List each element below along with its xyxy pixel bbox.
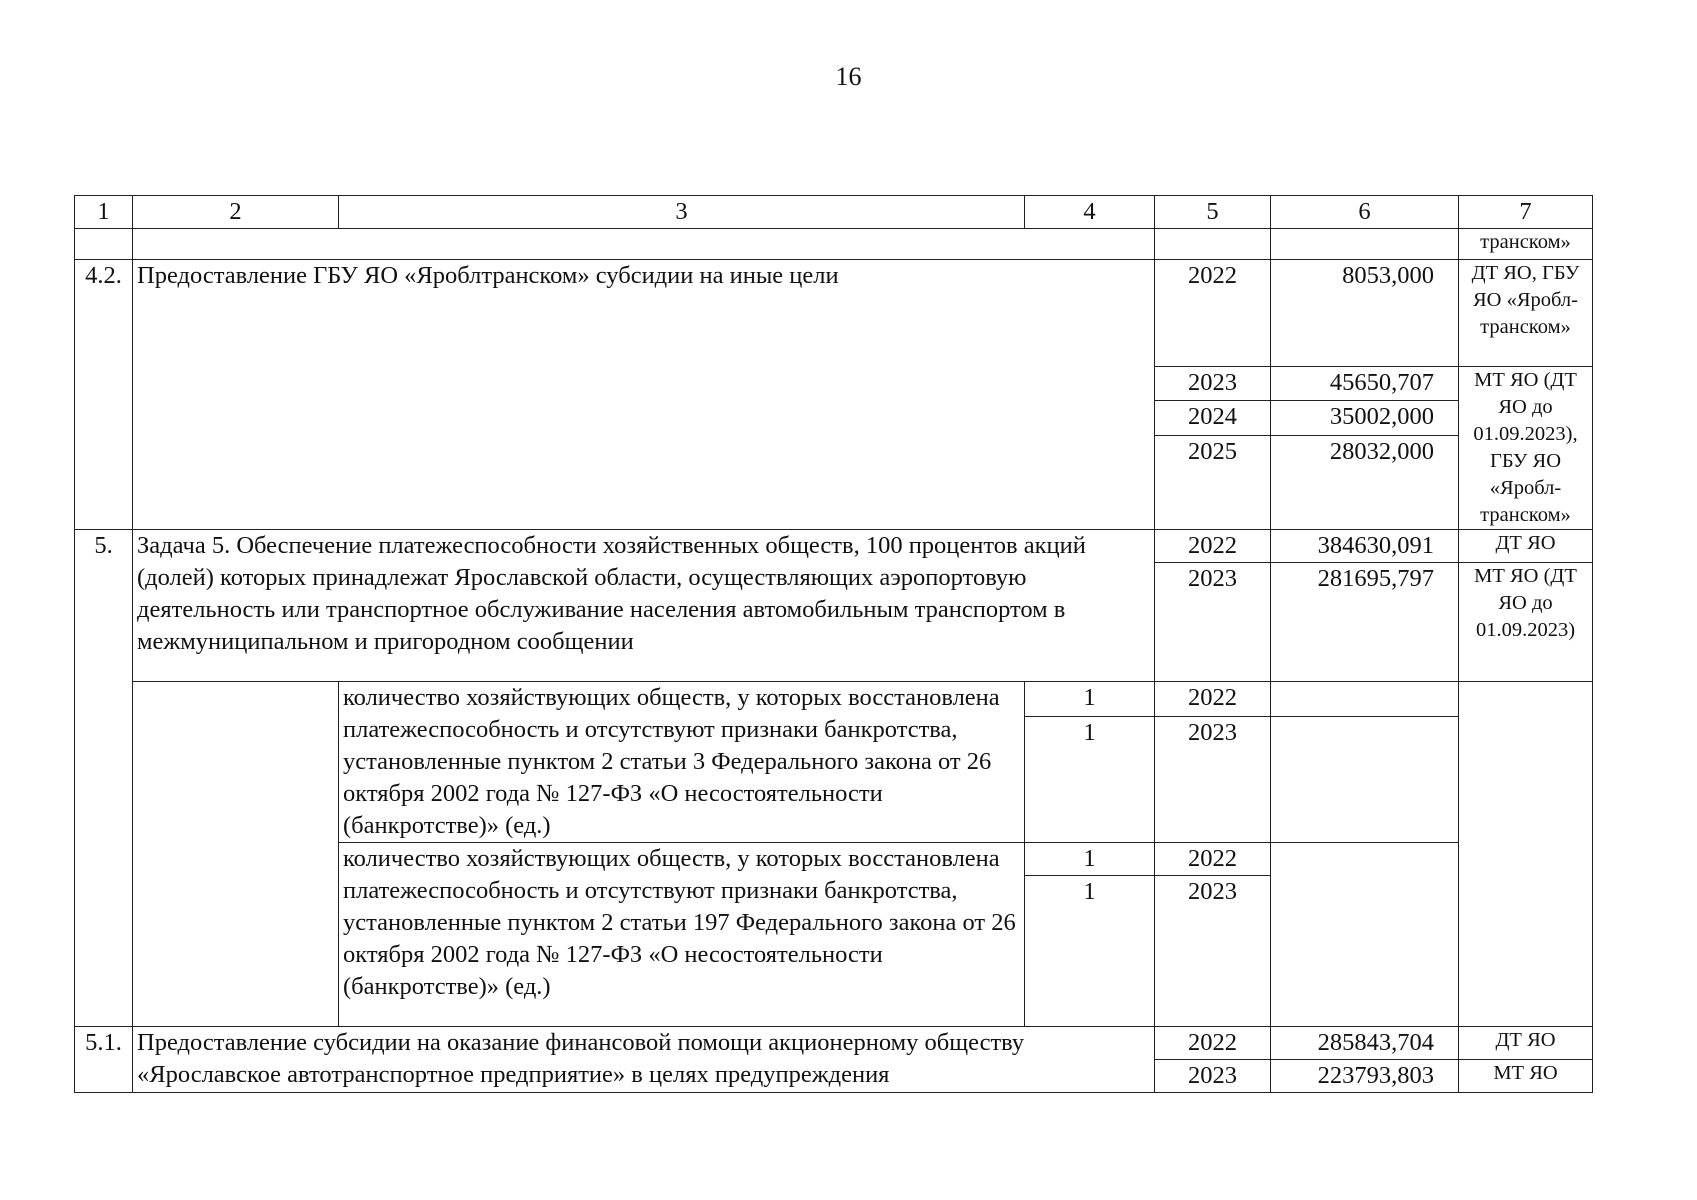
year-cell: 2023 xyxy=(1155,563,1271,682)
amount-cell: 28032,000 xyxy=(1271,435,1459,530)
col-header-1: 1 xyxy=(75,196,133,229)
year-cell: 2022 xyxy=(1155,530,1271,563)
amount-cell: 45650,707 xyxy=(1271,367,1459,401)
cont-cell-1 xyxy=(75,229,133,260)
indicator-value: 1 xyxy=(1025,716,1155,842)
amount-cell: 281695,797 xyxy=(1271,563,1459,682)
table-row xyxy=(75,1027,1593,1060)
indicator-value: 1 xyxy=(1025,682,1155,717)
year-cell: 2023 xyxy=(1155,716,1271,842)
col-header-3: 3 xyxy=(339,196,1025,229)
col-header-2: 2 xyxy=(133,196,339,229)
indicator-text: количество хозяйствующих обществ, у которых восстановлена платежеспособность и отсутствуют признаки банкротства, установленные пунктом 2 статьи 197 Федерального закона от 26 октября 2002 года № 127-ФЗ «О несостоятельности (банкротстве)» (ед.) xyxy=(339,843,1025,1027)
table-row xyxy=(75,530,1593,563)
cont-executor: транском» xyxy=(1459,229,1593,260)
year-cell: 2023 xyxy=(1155,1060,1271,1093)
program-table xyxy=(74,195,1593,1093)
amount-cell: 285843,704 xyxy=(1271,1027,1459,1060)
year-cell: 2022 xyxy=(1155,682,1271,717)
row-description: Предоставление ГБУ ЯО «Яроблтранском» субсидии на иные цели xyxy=(133,260,1155,530)
amount-cell: 35002,000 xyxy=(1271,401,1459,435)
year-cell: 2022 xyxy=(1155,260,1271,367)
row-description: Задача 5. Обеспечение платежеспособности хозяйственных обществ, 100 процентов акций (долей) которых принадлежат Ярославской области, осуществляющих аэропортовую деятельность или транспортное обслуживание населения автомобильным транспортом в межмуниципальном и пригородном сообщении xyxy=(133,530,1155,682)
cont-cell-2 xyxy=(133,229,1155,260)
amount-cell-empty xyxy=(1271,682,1459,717)
cont-cell-6 xyxy=(1271,229,1459,260)
row-number: 4.2. xyxy=(75,260,133,530)
year-cell: 2024 xyxy=(1155,401,1271,435)
year-cell: 2023 xyxy=(1155,367,1271,401)
header-row xyxy=(75,196,1593,229)
executor-cell: ДТ ЯО xyxy=(1459,1027,1593,1060)
year-cell: 2022 xyxy=(1155,843,1271,876)
executor-cell: МТ ЯО xyxy=(1459,1060,1593,1093)
executor-cell: МТ ЯО (ДТ ЯО до 01.09.2023) xyxy=(1459,563,1593,682)
row-description: Предоставление субсидии на оказание финансовой помощи акционерному обществу «Ярославское автотранспортное предприятие» в целях предупреждения xyxy=(133,1027,1155,1093)
year-cell: 2022 xyxy=(1155,1027,1271,1060)
cont-cell-5 xyxy=(1155,229,1271,260)
row-number: 5.1. xyxy=(75,1027,133,1093)
indicator-value: 1 xyxy=(1025,843,1155,876)
col-header-5: 5 xyxy=(1155,196,1271,229)
amount-cell-empty xyxy=(1271,843,1459,1027)
executor-cell: МТ ЯО (ДТ ЯО до 01.09.2023), ГБУ ЯО «Яробл-транском» xyxy=(1459,367,1593,530)
year-cell: 2025 xyxy=(1155,435,1271,530)
amount-cell: 8053,000 xyxy=(1271,260,1459,367)
col-header-6: 6 xyxy=(1271,196,1459,229)
indicator-row xyxy=(75,682,1593,717)
indicator-blank xyxy=(133,682,339,1027)
year-cell: 2023 xyxy=(1155,876,1271,1027)
page-number: 16 xyxy=(835,62,862,91)
amount-cell-empty xyxy=(1271,716,1459,842)
indicator-value: 1 xyxy=(1025,876,1155,1027)
executor-cell-empty xyxy=(1459,682,1593,1027)
col-header-4: 4 xyxy=(1025,196,1155,229)
executor-cell: ДТ ЯО xyxy=(1459,530,1593,563)
table-row xyxy=(75,260,1593,367)
continuation-row xyxy=(75,229,1593,260)
row-number: 5. xyxy=(75,530,133,1027)
col-header-7: 7 xyxy=(1459,196,1593,229)
indicator-text: количество хозяйствующих обществ, у которых восстановлена платежеспособность и отсутствуют признаки банкротства, установленные пунктом 2 статьи 3 Федерального закона от 26 октября 2002 года № 127-ФЗ «О несостоятельности (банкротстве)» (ед.) xyxy=(339,682,1025,843)
amount-cell: 384630,091 xyxy=(1271,530,1459,563)
executor-cell: ДТ ЯО, ГБУ ЯО «Яробл-транском» xyxy=(1459,260,1593,367)
amount-cell: 223793,803 xyxy=(1271,1060,1459,1093)
